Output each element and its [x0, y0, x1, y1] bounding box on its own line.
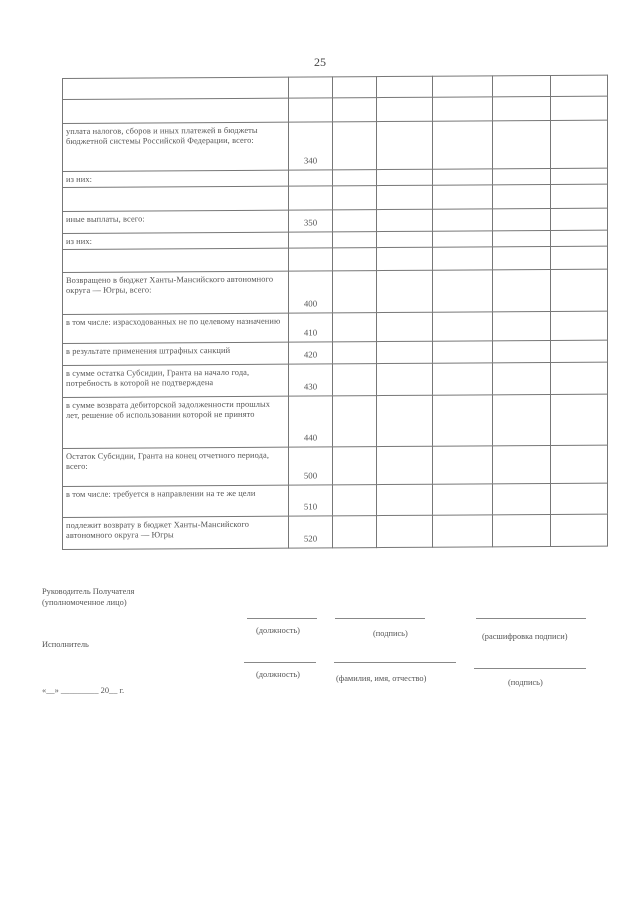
value-cell: [332, 185, 376, 209]
row-label-cell: [62, 77, 288, 99]
row-label-cell: [62, 313, 288, 343]
row-label-cell: [62, 342, 288, 365]
row-code-cell: [288, 76, 332, 97]
value-cell: [332, 395, 376, 446]
row-code-cell: [288, 97, 332, 121]
table-row: [62, 246, 608, 272]
value-cell: [332, 209, 376, 231]
row-code-cell: [288, 484, 332, 515]
value-cell: [332, 121, 376, 169]
head-signature-line: [335, 618, 425, 619]
value-cell: [492, 269, 550, 311]
table-row: [62, 483, 608, 517]
value-cell: [432, 269, 492, 311]
value-cell: [376, 515, 432, 548]
value-cell: [432, 184, 492, 208]
value-cell: [492, 311, 550, 340]
table-row: [62, 269, 608, 314]
executor-position-caption: (должность): [256, 670, 300, 679]
value-cell: [550, 208, 608, 230]
value-cell: [492, 362, 550, 394]
value-cell: [550, 445, 608, 483]
value-cell: [332, 231, 376, 247]
value-cell: [332, 247, 376, 270]
value-cell: [550, 246, 608, 269]
row-label: в результате применения штрафных санкций: [66, 345, 231, 356]
row-label: в сумме остатка Субсидии, Гранта на начало года, потребность в которой не подтверждена: [66, 367, 250, 388]
row-code-cell: [288, 515, 332, 548]
value-cell: [492, 394, 550, 445]
row-code: 410: [303, 327, 318, 338]
row-code: 420: [303, 349, 318, 360]
value-cell: [432, 208, 492, 230]
row-code-cell: [288, 363, 332, 395]
row-label: подлежит возврату в бюджет Ханты-Мансийского автономного округа — Югры: [66, 519, 250, 540]
row-code-cell: [288, 209, 332, 231]
value-cell: [550, 96, 608, 120]
row-label: в том числе: требуется в направлении на те же цели: [66, 488, 256, 499]
row-code-cell: [288, 395, 332, 446]
head-decoding-line: [476, 618, 586, 619]
row-label: [66, 102, 285, 103]
value-cell: [492, 483, 550, 514]
value-cell: [332, 515, 376, 548]
row-code-cell: [288, 121, 332, 169]
value-cell: [376, 395, 432, 446]
value-cell: [550, 75, 608, 96]
row-code-cell: [288, 231, 332, 247]
row-label-cell: [62, 516, 288, 550]
table-row: [62, 362, 608, 397]
value-cell: [332, 341, 376, 363]
row-label-cell: [62, 210, 288, 233]
date-line: «__» _________ 20__ г.: [42, 686, 125, 695]
row-code: 430: [303, 381, 318, 392]
value-cell: [376, 312, 432, 341]
value-cell: [376, 484, 432, 515]
executor-position-line: [244, 662, 316, 663]
value-cell: [376, 185, 432, 209]
value-cell: [550, 394, 608, 445]
value-cell: [432, 483, 492, 514]
value-cell: [550, 483, 608, 514]
row-label: [66, 252, 285, 253]
row-code-cell: [288, 341, 332, 363]
value-cell: [376, 446, 432, 484]
value-cell: [550, 311, 608, 340]
row-label: в том числе: израсходованных не по целевому назначению: [66, 316, 281, 327]
value-cell: [432, 246, 492, 269]
value-cell: [432, 394, 492, 445]
value-cell: [376, 341, 432, 363]
value-cell: [492, 208, 550, 230]
row-label: Возвращено в бюджет Ханты-Мансийского автономного округа — Югры, всего:: [66, 274, 274, 295]
report-table: [62, 75, 608, 590]
value-cell: [376, 270, 432, 312]
value-cell: [492, 340, 550, 362]
row-label-cell: [62, 248, 288, 272]
row-label: иные выплаты, всего:: [66, 214, 145, 224]
row-label-cell: [62, 98, 288, 123]
table-row: [62, 311, 608, 343]
row-code: 510: [303, 501, 318, 512]
value-cell: [376, 97, 432, 121]
executor-label: Исполнитель: [42, 640, 89, 649]
value-cell: [432, 75, 492, 96]
row-code: 400: [303, 298, 318, 309]
value-cell: [332, 484, 376, 515]
row-code: 500: [303, 470, 318, 481]
value-cell: [550, 184, 608, 208]
value-cell: [550, 269, 608, 311]
table-row: [62, 184, 608, 211]
row-code-cell: [288, 312, 332, 341]
row-label: из них:: [66, 236, 93, 246]
value-cell: [432, 514, 492, 547]
value-cell: [550, 514, 608, 547]
value-cell: [432, 168, 492, 184]
value-cell: [332, 312, 376, 341]
row-code: 520: [303, 533, 318, 544]
row-label-cell: [62, 271, 288, 314]
row-label-cell: [62, 364, 288, 397]
value-cell: [550, 340, 608, 362]
executor-name-line: [334, 662, 456, 663]
row-code: 340: [303, 155, 318, 166]
value-cell: [332, 169, 376, 185]
row-code-cell: [288, 247, 332, 270]
value-cell: [376, 247, 432, 270]
head-decoding-caption: (расшифровка подписи): [482, 632, 568, 641]
value-cell: [550, 168, 608, 184]
value-cell: [432, 362, 492, 394]
head-label: Руководитель Получателя: [42, 587, 135, 596]
value-cell: [376, 231, 432, 247]
value-cell: [492, 168, 550, 184]
value-cell: [550, 362, 608, 394]
table-row: [62, 120, 608, 171]
row-label-cell: [62, 485, 288, 517]
executor-signature-caption: (подпись): [508, 678, 543, 687]
row-label: Остаток Субсидии, Гранта на конец отчетного периода, всего:: [66, 450, 270, 471]
row-code-cell: [288, 185, 332, 209]
value-cell: [492, 75, 550, 96]
row-code: 440: [303, 432, 318, 443]
head-signature-caption: (подпись): [373, 629, 408, 638]
value-cell: [432, 230, 492, 246]
value-cell: [376, 209, 432, 231]
row-label: в сумме возврата дебиторской задолженности прошлых лет, решение об использовании которой не принято: [66, 399, 271, 420]
value-cell: [550, 120, 608, 168]
value-cell: [332, 76, 376, 97]
table-row: [62, 96, 608, 123]
value-cell: [432, 340, 492, 362]
value-cell: [332, 363, 376, 395]
value-cell: [492, 230, 550, 246]
value-cell: [492, 96, 550, 120]
page-number: 25: [314, 55, 326, 69]
value-cell: [492, 184, 550, 208]
head-sublabel: (уполномоченное лицо): [42, 598, 127, 607]
table-row: [62, 514, 608, 550]
value-cell: [432, 445, 492, 483]
value-cell: [332, 270, 376, 312]
row-code: 350: [303, 217, 318, 228]
row-label-cell: [62, 232, 288, 249]
value-cell: [376, 363, 432, 395]
row-label-cell: [62, 186, 288, 211]
head-position-line: [247, 618, 317, 619]
value-cell: [550, 230, 608, 246]
value-cell: [492, 120, 550, 168]
value-cell: [492, 246, 550, 269]
head-position-caption: (должность): [256, 626, 300, 635]
value-cell: [492, 514, 550, 547]
value-cell: [332, 97, 376, 121]
value-cell: [432, 311, 492, 340]
row-label-cell: [62, 170, 288, 187]
row-label: уплата налогов, сборов и иных платежей в бюджеты бюджетной системы Российской Федерации, всего:: [66, 125, 258, 146]
row-code-cell: [288, 270, 332, 312]
executor-name-caption: (фамилия, имя, отчество): [336, 674, 427, 683]
table-row: [62, 445, 608, 486]
row-label: из них:: [66, 174, 93, 184]
value-cell: [376, 169, 432, 185]
value-cell: [376, 121, 432, 169]
table-row: [62, 394, 608, 448]
row-label: [66, 190, 285, 191]
row-label: [66, 81, 285, 82]
row-code-cell: [288, 446, 332, 484]
value-cell: [332, 446, 376, 484]
value-cell: [492, 445, 550, 483]
row-label-cell: [62, 122, 288, 171]
value-cell: [376, 76, 432, 97]
row-label-cell: [62, 447, 288, 486]
value-cell: [432, 120, 492, 168]
row-code-cell: [288, 169, 332, 185]
row-label-cell: [62, 396, 288, 448]
executor-signature-line: [474, 668, 586, 669]
value-cell: [432, 96, 492, 120]
